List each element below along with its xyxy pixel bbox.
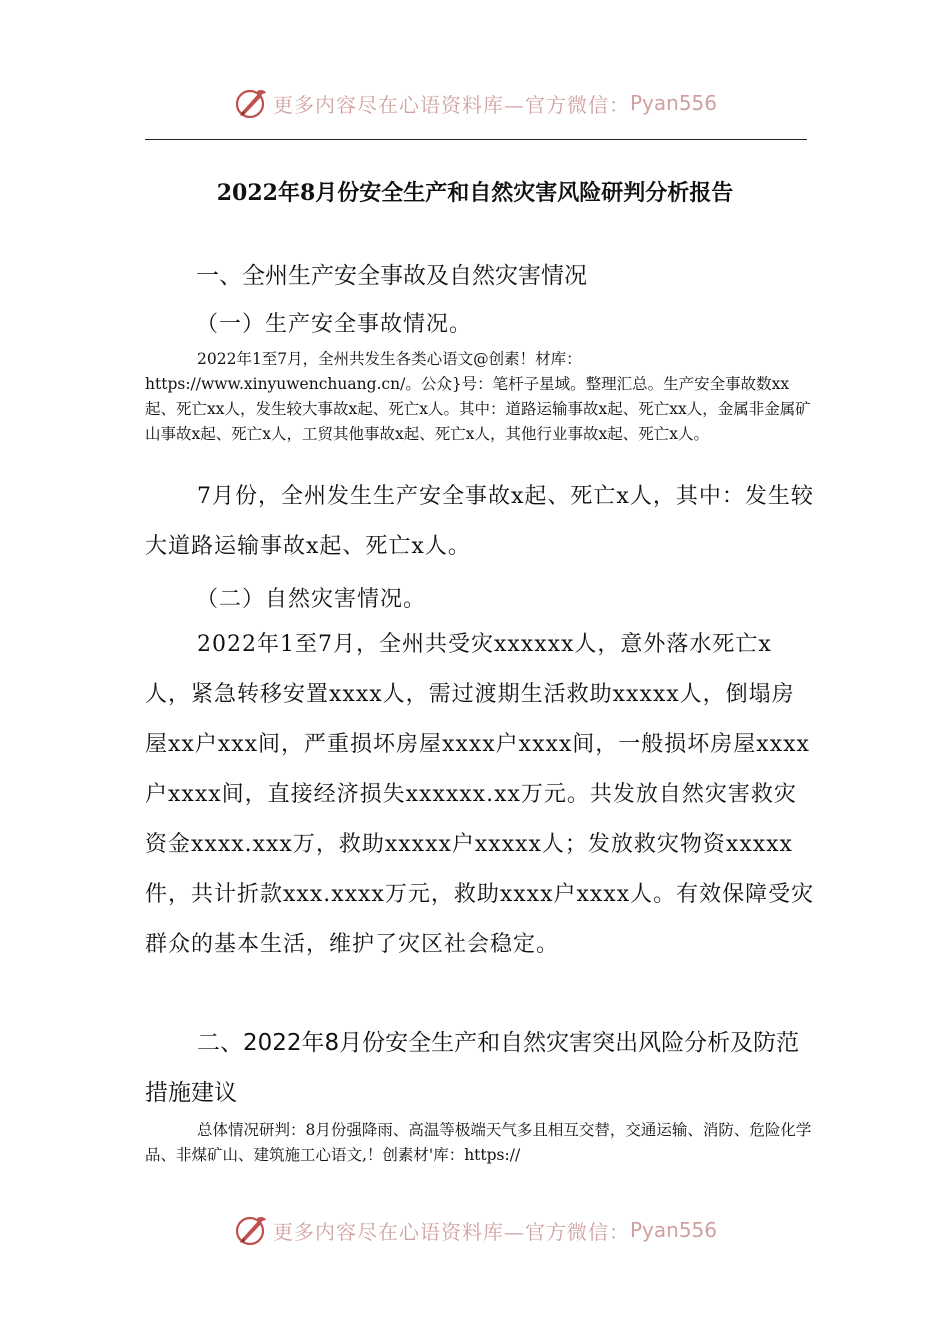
header-watermark [0, 85, 950, 121]
quill-logo-icon [233, 85, 269, 121]
subsection2-heading: （二）自然灾害情况。 [196, 587, 427, 612]
paragraph-accidents-summary: 2022年1至7月，全州共发生各类心语文@创素！材库：https://www.xinyuwenchuang.cn/。公众}号：笔杆子星域。整理汇总。生产安全事故数xx起、死亡xx人，发生较大事故x起、死亡x人。其中：道路运输事故x起、死亡xx人，金属非金属矿山事故x起、死亡x人，工贸其他事故x起、死亡x人，其他行业事故x起、死亡x人。 [145, 350, 811, 443]
section2-heading: 二、2022年8月份安全生产和自然灾害突出风险分析及防范措施建议 [145, 1030, 800, 1106]
section1-heading: 一、全州生产安全事故及自然灾害情况 [196, 263, 587, 289]
watermark-wechat-id: Pyan556 [629, 91, 717, 115]
quill-logo-icon [233, 1212, 269, 1248]
subsection1-heading: （一）生产安全事故情况。 [196, 312, 473, 337]
watermark-wechat-id: Pyan556 [629, 1218, 717, 1242]
paragraph-overall-assessment: 总体情况研判：8月份强降雨、高温等极端天气多且相互交替，交通运输、消防、危险化学品、非煤矿山、建筑施工心语文,！创素材'库：https:// [145, 1121, 812, 1164]
watermark-text: 更多内容尽在心语资料库—官方微信： [272, 92, 630, 117]
document-title: 2022年8月份安全生产和自然灾害风险研判分析报告 [216, 180, 734, 206]
footer-watermark [0, 1212, 950, 1248]
watermark-text: 更多内容尽在心语资料库—官方微信： [272, 1219, 630, 1244]
paragraph-july-accidents: 7月份，全州发生生产安全事故x起、死亡x人，其中：发生较大道路运输事故x起、死亡x人。 [145, 484, 814, 559]
header-divider [145, 139, 807, 140]
paragraph-natural-disasters: 2022年1至7月，全州共受灾xxxxxx人，意外落水死亡x人，紧急转移安置xxxx人，需过渡期生活救助xxxxx人，倒塌房屋xx户xxx间，严重损坏房屋xxxx户xxxx间，一般损坏房屋xxxx户xxxx间，直接经济损失xxxxxx.xx万元。共发放自然灾害救灾资金xxxx.xxx万，救助xxxxx户xxxxx人；发放救灾物资xxxxx件，共计折款xxx.xxxx万元，救助xxxx户xxxx人。有效保障受灾群众的基本生活，维护了灾区社会稳定。 [145, 632, 815, 957]
